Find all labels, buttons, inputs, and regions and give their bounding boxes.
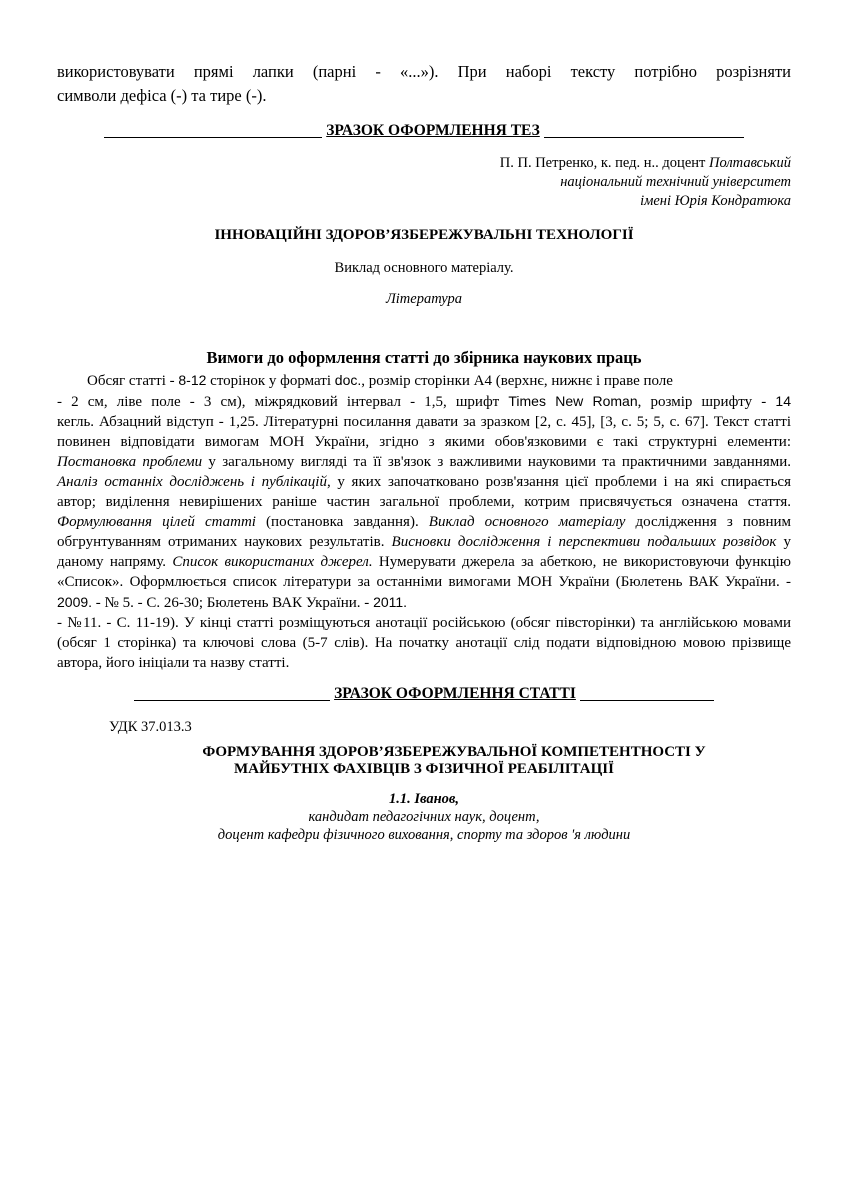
article-sample-heading-text: ЗРАЗОК ОФОРМЛЕННЯ СТАТТІ: [334, 685, 576, 702]
article-author: 1.1. Іванов,: [388, 791, 460, 807]
thesis-author-block: [57, 154, 791, 211]
thesis-sample-heading-text: ЗРАЗОК ОФОРМЛЕННЯ ТЕЗ: [326, 122, 540, 139]
requirements-body: Обсяг статті - 8-12 сторінок у форматі doc., розмір сторінки А4 (верхнє, нижнє і праве поле - 2 см, ліве поле - 3 см), міжрядковий інтервал - 1,5, шрифт Times New Roman, розмір шрифту - 14 кегль. Абзацний відступ - 1,25. Літературні посилання давати за зразком [2, с. 45], [3, с. 5; 5, с. 67]. Текст статті повинен відповідати вимогам МОН України, згідно з якими обов'язковими є такі структурні елементи: Постановка проблеми у загальному вигляді та її зв'язок з важливими науковими та практичними завданнями. Аналіз останніх досліджень і публікацій, у яких започатковано розв'язання цієї проблеми і на які спирається автор; виділення невирішених раніше частин загальної проблеми, котрим присвячується означена стаття. Формулювання цілей статті (постановка завдання). Виклад основного матеріалу дослідження з повним обгрунтуванням отриманих наукових результатів. Висновки дослідження і перспективи подальших розвідок у даному напряму. Список використаних джерел. Нумерувати джерела за абеткою, не використовуючи функцію «Список». Оформлюється список літератури за останніми вимогами МОН України (Бюлетень ВАК України. - 2009. - № 5. - С. 26-30; Бюлетень ВАК України. - 2011. - №11. - С. 11-19). У кінці статті розміщуються анотації російською (обсяг півсторінки) та англійською мовами (обсяг 1 сторінка) та ключові слова (5-7 слів). На початку анотації слід подати відповідною мовою прізвище автора, його ініціали та назву статті.: [57, 372, 791, 671]
thesis-sample-heading: [57, 120, 791, 138]
thesis-literature: Література: [385, 291, 463, 307]
thesis-affil-3: імені Юрія Кондратюка: [640, 193, 791, 209]
article-author-position: доцент кафедри фізичного виховання, спорту та здоров 'я людини: [217, 827, 631, 843]
thesis-title: ІННОВАЦІЙНІ ЗДОРОВ’ЯЗБЕРЕЖУВАЛЬНІ ТЕХНОЛОГІЇ: [214, 227, 634, 243]
thesis-affil-1: Полтавський: [708, 155, 791, 171]
document-page: [57, 60, 791, 844]
thesis-author: П. П. Петренко, к. пед. н.. доцент: [499, 155, 709, 171]
udk-code: УДК 37.013.3: [109, 719, 192, 735]
article-author-degree: кандидат педагогічних наук, доцент,: [308, 809, 540, 825]
thesis-body: Виклад основного матеріалу.: [334, 260, 514, 276]
requirements-heading: Вимоги до оформлення статті до збірника наукових праць: [206, 348, 642, 367]
thesis-affil-2: національний технічний університет: [560, 174, 791, 190]
intro-line-1: використовувати прямі лапки (парні - «...»). При наборі тексту потрібно розрізняти: [57, 62, 791, 81]
article-author-block: [57, 790, 791, 844]
intro-line-2: символи дефіса (-) та тире (-).: [57, 86, 267, 105]
article-title: ФОРМУВАННЯ ЗДОРОВ’ЯЗБЕРЕЖУВАЛЬНОЇ КОМПЕТЕНТНОСТІ У МАЙБУТНІХ ФАХІВЦІВ З ФІЗИЧНОЇ РЕАБІЛІТАЦІЇ: [202, 744, 706, 777]
article-sample-heading: [57, 683, 791, 701]
